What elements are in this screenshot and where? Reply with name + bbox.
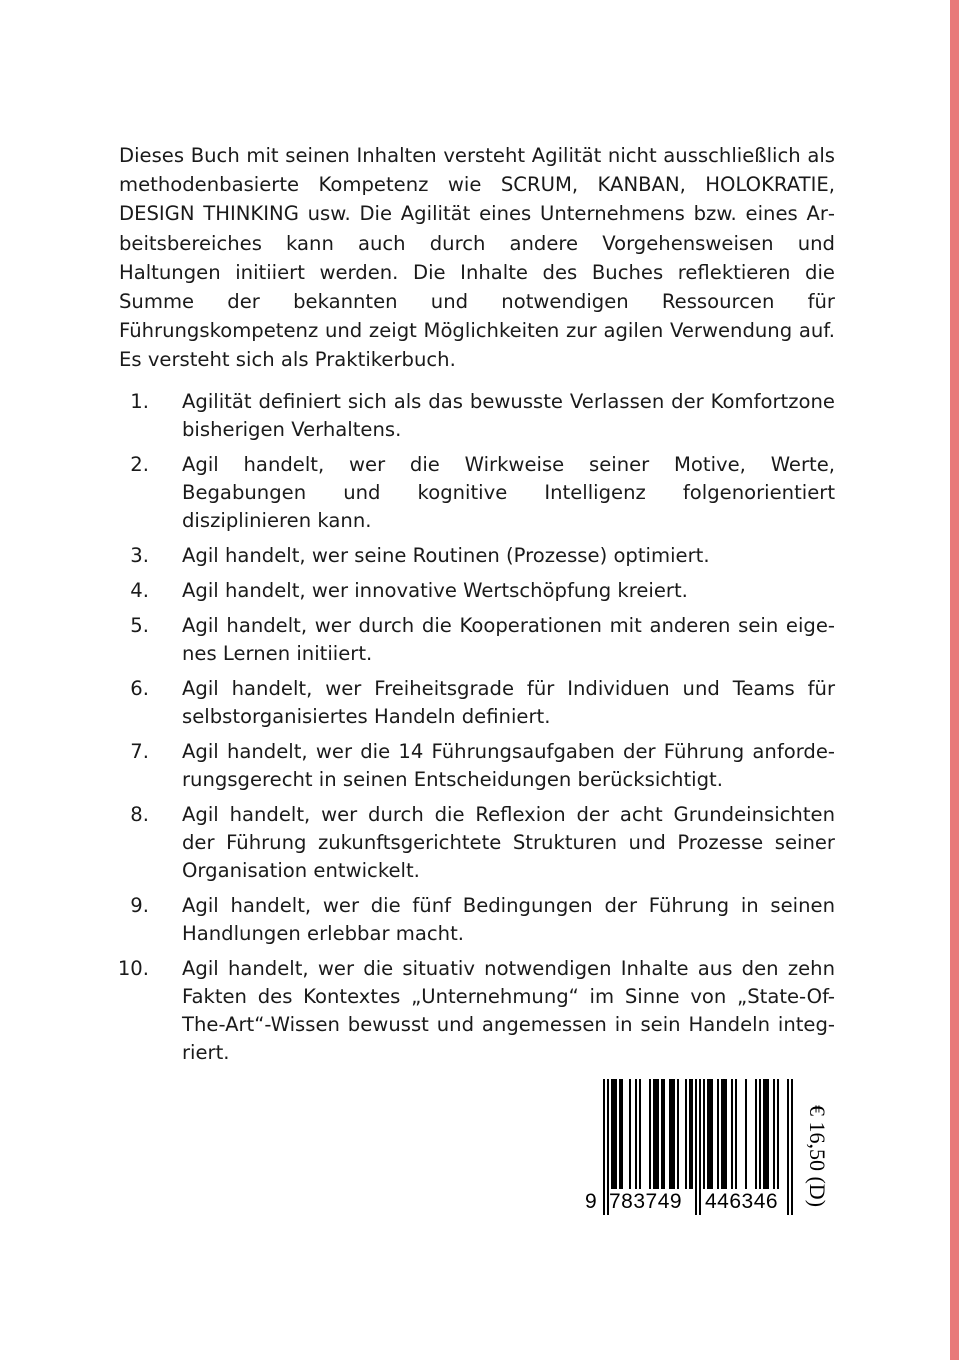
- list-item-text: Agil handelt, wer die 14 Führungsaufgaben der Führung anforderungsgerecht in seinen Entscheidungen berücksichtigt.: [182, 740, 835, 791]
- list-item-text: Agil handelt, wer durch die Reflexion der acht Grundeinsichten der Führung zukunftsgerichtete Strukturen und Prozesse seiner Organisation entwickelt.: [182, 803, 835, 882]
- barcode-bar: [649, 1079, 651, 1189]
- barcode-bar: [765, 1079, 767, 1189]
- barcode-bar: [615, 1079, 617, 1189]
- barcode-bar: [629, 1079, 631, 1189]
- list-item-number: 4.: [130, 579, 149, 602]
- list-item: [119, 738, 835, 794]
- isbn-right-digits: 446346: [705, 1190, 779, 1213]
- list-item-number: 9.: [130, 894, 149, 917]
- list-item-text: Agil handelt, wer innovative Wertschöpfung kreiert.: [182, 579, 688, 602]
- list-item-number: 8.: [130, 803, 149, 826]
- barcode-bar: [699, 1079, 701, 1215]
- list-item: [119, 612, 835, 668]
- barcode-bar: [763, 1079, 765, 1189]
- price-text: € 16,50 (D): [805, 1104, 830, 1208]
- list-item: [119, 675, 835, 731]
- agility-points-list: [119, 388, 835, 1074]
- spine-color-stripe: [950, 0, 959, 1360]
- list-item-number: 5.: [130, 614, 149, 637]
- barcode-bar: [695, 1079, 697, 1215]
- barcode-bar: [745, 1079, 747, 1189]
- barcode-bar: [663, 1079, 665, 1189]
- list-item: [119, 955, 835, 1067]
- intro-paragraph: Dieses Buch mit seinen Inhalten versteht Agilität nicht ausschließlich als methodenbasierte Kompetenz wie SCRUM, KANBAN, HOLOKRATIE, DESIGN THINKING usw. Die Agilität eines Unternehmens bzw. eines Arbeitsbereiches kann auch durch andere Vorgehensweisen und Haltungen initiiert werden. Die Inhalte des Buches reflektieren die Summe der bekannten und notwendigen Ressourcen für Führungskompetenz und zeigt Möglichkeiten zur agilen Verwendung auf. Es versteht sich als Praktikerbuch.: [119, 144, 835, 372]
- list-item-text: Agil handelt, wer Freiheitsgrade für Individuen und Teams für selbstorganisiertes Handeln definiert.: [182, 677, 835, 728]
- barcode-bar: [735, 1079, 737, 1189]
- barcode-bar: [707, 1079, 709, 1189]
- barcode-bar: [621, 1079, 623, 1189]
- barcode-bar: [711, 1079, 713, 1189]
- list-item-number: 3.: [130, 544, 149, 567]
- barcode-bar: [791, 1079, 793, 1215]
- list-item-text: Agil handelt, wer die Wirkweise seiner Motive, Werte, Begabungen und kognitive Intelligenz folgenorientiert disziplinieren kann.: [182, 453, 835, 532]
- barcode-bar: [677, 1079, 679, 1189]
- list-item-text: Agil handelt, wer seine Routinen (Prozesse) optimiert.: [182, 544, 710, 567]
- barcode-bar: [653, 1079, 655, 1189]
- barcode-bar: [655, 1079, 657, 1189]
- list-item: [119, 801, 835, 885]
- barcode-bar: [611, 1079, 613, 1189]
- list-item-text: Agil handelt, wer die fünf Bedingungen der Führung in seinen Handlungen erlebbar macht.: [182, 894, 835, 945]
- barcode-bar: [671, 1079, 673, 1189]
- list-item-number: 1.: [130, 390, 149, 413]
- list-item: [119, 542, 835, 570]
- list-item-number: 7.: [130, 740, 149, 763]
- barcode-bar: [703, 1079, 705, 1189]
- barcode-bar: [613, 1079, 615, 1189]
- price-label: [797, 1092, 837, 1222]
- barcode-bar: [755, 1079, 757, 1189]
- barcode-bar: [603, 1079, 605, 1215]
- list-item-text: Agilität definiert sich als das bewusste Verlassen der Komfortzone bisherigen Verhaltens.: [182, 390, 835, 441]
- barcode-bar: [721, 1079, 723, 1189]
- isbn-left-digits: 783749: [609, 1190, 683, 1213]
- barcode-bar: [635, 1079, 637, 1189]
- barcode-bar: [731, 1079, 733, 1189]
- isbn-barcode: [583, 1079, 798, 1224]
- barcode-bar: [723, 1079, 725, 1189]
- barcode-bar: [639, 1079, 641, 1189]
- barcode-bar: [673, 1079, 675, 1189]
- barcode-bar: [725, 1079, 727, 1189]
- list-item: [119, 451, 835, 535]
- barcode-bar: [657, 1079, 659, 1189]
- barcode-bar: [661, 1079, 663, 1189]
- list-item-text: Agil handelt, wer die situativ notwendigen Inhalte aus den zehn Fakten des Kontextes „Unternehmung“ im Sinne von „State-Of-The-Art“-Wissen bewusst und angemessen in sein Handeln integriert.: [182, 957, 835, 1064]
- barcode-bar: [787, 1079, 789, 1215]
- barcode-bar: [709, 1079, 711, 1189]
- list-item: [119, 577, 835, 605]
- list-item-number: 2.: [130, 453, 149, 476]
- barcode-bar: [717, 1079, 719, 1189]
- barcode-bar: [767, 1079, 769, 1189]
- list-item-text: Agil handelt, wer durch die Kooperationen mit anderen sein eigenes Lernen initiiert.: [182, 614, 835, 665]
- barcode-bar: [689, 1079, 691, 1189]
- barcode-bar: [777, 1079, 779, 1189]
- list-item: [119, 892, 835, 948]
- barcode-bar: [773, 1079, 775, 1189]
- list-item-number: 6.: [130, 677, 149, 700]
- barcode-bar: [669, 1079, 671, 1189]
- barcode-bar: [759, 1079, 761, 1189]
- barcode-bar: [619, 1079, 621, 1189]
- barcode-bar: [691, 1079, 693, 1189]
- isbn-first-digit: 9: [585, 1190, 598, 1213]
- list-item-number: 10.: [117, 957, 149, 980]
- barcode-bar: [685, 1079, 687, 1189]
- list-item: [119, 388, 835, 444]
